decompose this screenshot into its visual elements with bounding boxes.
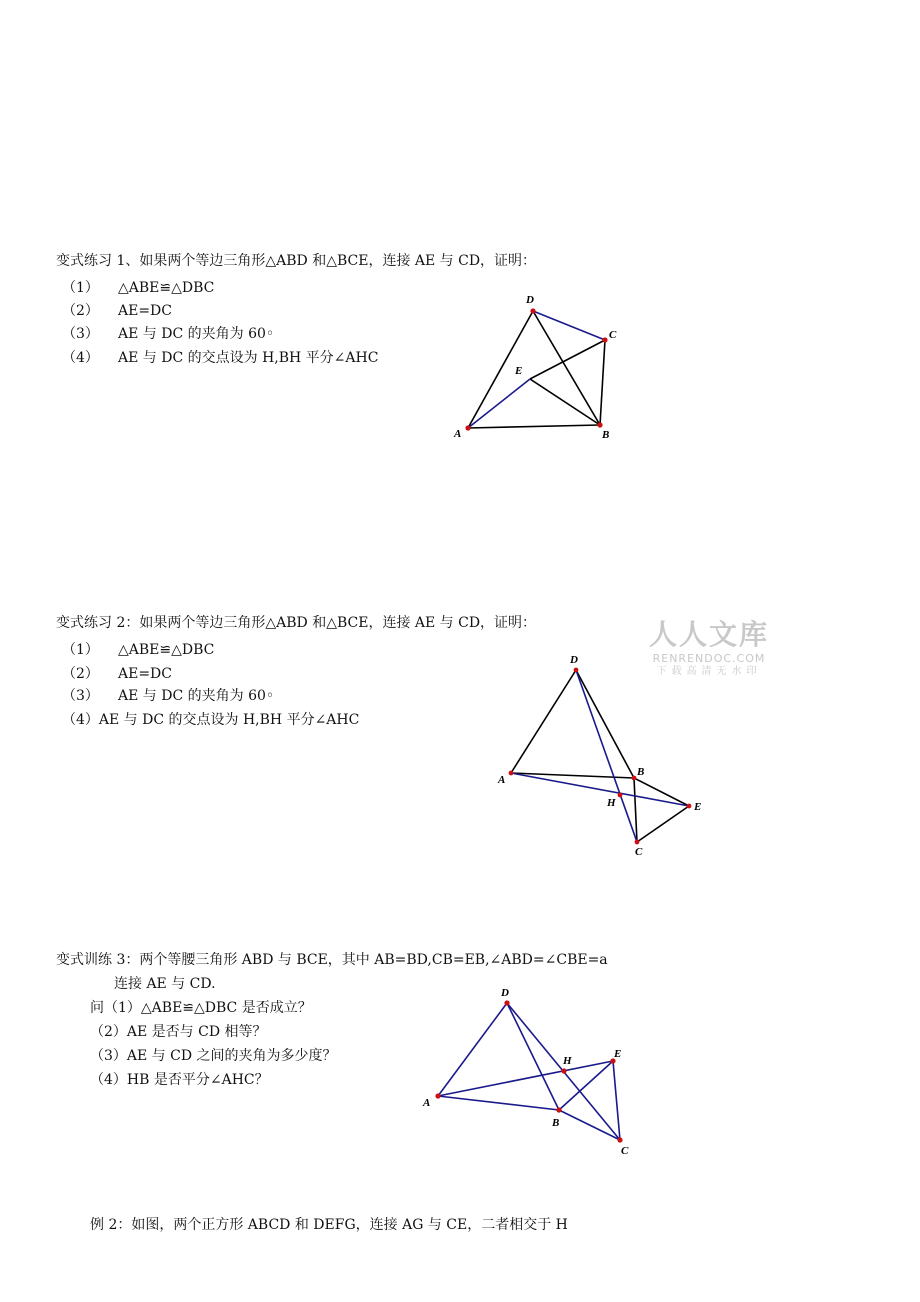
item-number: （2） — [62, 666, 99, 682]
section3-question-4: （4）HB 是否平分∠AHC？ — [90, 1072, 269, 1088]
label-A: A — [498, 774, 506, 786]
section3-title: 变式训练 3：两个等腰三角形 ABD 与 BCE，其中 AB=BD,CB=EB,∠ABD=∠CBE=a — [56, 952, 608, 968]
label-B: B — [602, 429, 610, 441]
segment-AD — [438, 1003, 507, 1096]
label-H: H — [563, 1055, 572, 1067]
label-H: H — [607, 797, 616, 809]
section3-subtitle: 连接 AE 与 CD. — [114, 976, 216, 992]
segment-AE — [438, 1061, 613, 1096]
section1-title: 变式练习 1、如果两个等边三角形△ABD 和△BCE，连接 AE 与 CD，证明： — [56, 253, 537, 269]
segment-EC — [613, 1061, 620, 1140]
item-text: AE 与 DC 的交点设为 H,BH 平分∠AHC — [118, 350, 379, 366]
item-number: （3） — [62, 688, 99, 704]
item-number: （2） — [62, 303, 99, 319]
label-B: B — [552, 1117, 560, 1129]
segment-BC — [559, 1110, 620, 1140]
item-text: AE=DC — [118, 666, 172, 682]
point-H — [561, 1068, 566, 1073]
item-text: △ABE≌△DBC — [118, 280, 215, 296]
segment-AB — [438, 1096, 559, 1110]
point-B — [556, 1107, 561, 1112]
section3-question-1: 问（1）△ABE≌△DBC 是否成立？ — [90, 1000, 312, 1016]
label-E: E — [515, 365, 523, 377]
watermark-tagline: 下载高清无水印 — [656, 666, 762, 677]
section2-title: 变式练习 2：如果两个等边三角形△ABD 和△BCE，连接 AE 与 CD，证明： — [56, 615, 537, 631]
item-number: （1） — [62, 642, 99, 658]
label-D: D — [501, 987, 509, 999]
label-E: E — [694, 801, 702, 813]
label-E: E — [614, 1048, 622, 1060]
label-D: D — [526, 294, 534, 306]
watermark-site: RENRENDOC.COM — [652, 652, 766, 665]
label-B: B — [637, 766, 645, 778]
segment-BE — [559, 1061, 613, 1110]
item-text: △ABE≌△DBC — [118, 642, 215, 658]
section3-question-3: （3）AE 与 CD 之间的夹角为多少度？ — [90, 1048, 337, 1064]
label-D: D — [570, 654, 578, 666]
item-text: AE=DC — [118, 303, 172, 319]
watermark-main: 人人文库 — [648, 618, 769, 651]
item-number: （3） — [62, 326, 99, 342]
section3-question-2: （2）AE 是否与 CD 相等？ — [90, 1024, 267, 1040]
label-A: A — [454, 428, 462, 440]
item-text: AE 与 DC 的夹角为 60◦ — [118, 688, 275, 704]
point-D — [504, 1000, 509, 1005]
label-C: C — [609, 329, 617, 341]
point-A — [435, 1093, 440, 1098]
label-A: A — [423, 1097, 431, 1109]
item-number: （4） — [62, 350, 99, 366]
example2-text: 例 2：如图，两个正方形 ABCD 和 DEFG，连接 AG 与 CE，二者相交于 H — [90, 1217, 568, 1233]
point-C — [617, 1137, 622, 1142]
item-text: AE 与 DC 的夹角为 60◦ — [118, 326, 275, 342]
item-number: （1） — [62, 280, 99, 296]
label-C: C — [621, 1145, 629, 1157]
label-C: C — [635, 846, 643, 858]
section2-item-4: （4）AE 与 DC 的交点设为 H,BH 平分∠AHC — [62, 712, 360, 728]
